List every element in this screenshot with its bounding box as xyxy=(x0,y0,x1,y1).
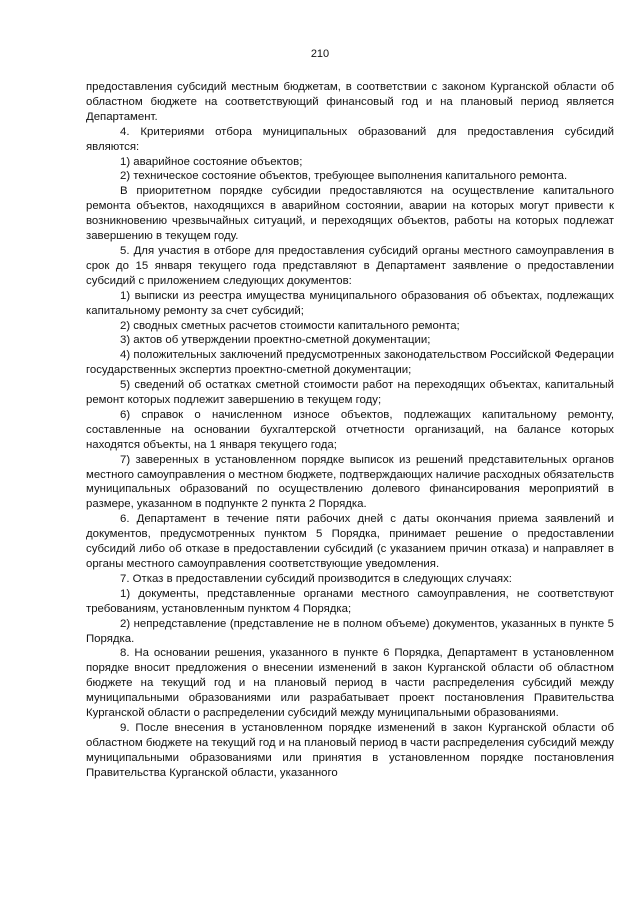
paragraph-6: 6. Департамент в течение пяти рабочих дней с даты окончания приема заявлений и документов, предусмотренных пунктом 5 Порядка, принимает решение о предоставлении субсидий либо об отказе в предоставлении субсидий (с указанием причин отказа) и направляет в органы местного самоуправления соответствующие уведомления. xyxy=(86,513,614,570)
paragraph-8: 8. На основании решения, указанного в пункте 6 Порядка, Департамент в установленном порядке вносит предложения о внесении изменений в закон Курганской области об областном бюджете на текущий год и на плановый период в части распределения субсидий между муниципальными образованиями или разрабатывает проект постановления Правительства Курганской области о распределении субсидий между муниципальными образованиями. xyxy=(86,647,614,720)
paragraph-7-item-1: 1) документы, представленные органами местного самоуправления, не соответствуют требованиям, установленным пунктом 4 Порядка; xyxy=(86,587,614,615)
paragraph-5-item-3: 3) актов об утверждении проектно-сметной документации; xyxy=(120,334,431,347)
paragraph-7-item-2: 2) непредставление (представление не в полном объеме) документов, указанных в пункте 5 Порядка. xyxy=(86,617,614,645)
paragraph-9: 9. После внесения в установленном порядке изменений в закон Курганской области об областном бюджете на текущий год и на плановый период в части распределения субсидий между муниципальными образованиями или принятия в установленном порядке постановления Правительства Курганской области, указанного xyxy=(86,721,614,779)
paragraph-4-item-2: 2) техническое состояние объектов, требующее выполнения капитального ремонта. xyxy=(120,170,568,183)
paragraph-5-item-2: 2) сводных сметных расчетов стоимости капитального ремонта; xyxy=(120,319,460,332)
paragraph-continuation: предоставления субсидий местным бюджетам, в соответствии с законом Курганской области об областном бюджете на соответствующий финансовый год и на плановый период является Департамент. xyxy=(86,81,614,123)
paragraph-5: 5. Для участия в отборе для предоставления субсидий органы местного самоуправления в срок до 15 января текущего года представляют в Департамент заявление о предоставлении субсидий с приложением следующих документов: xyxy=(86,244,614,287)
paragraph-5-item-6: 6) справок о начисленном износе объектов, подлежащих капитальному ремонту, составленные на основании бухгалтерской отчетности организаций, на балансе которых находятся объекты, на 1 января текущего года; xyxy=(86,408,614,451)
paragraph-5-item-1: 1) выписки из реестра имущества муниципального образования об объектах, подлежащих капитальному ремонту за счет субсидий; xyxy=(86,289,614,317)
page-number: 210 xyxy=(310,48,330,60)
paragraph-7: 7. Отказ в предоставлении субсидий производится в следующих случаях: xyxy=(120,572,512,585)
paragraph-5-item-7: 7) заверенных в установленном порядке выписок из решений представительных органов местного самоуправления о местном бюджете, подтверждающих наличие расходных обязательств муниципальных образований по осуществлению долевого финансирования мероприятий в размере, указанном в подпункте 2 пункта 2 Порядка. xyxy=(86,453,615,511)
paragraph-4: 4. Критериями отбора муниципальных образований для предоставления субсидий являются: xyxy=(86,125,614,153)
paragraph-5-item-5: 5) сведений об остатках сметной стоимости работ на переходящих объектах, капитальный ремонт которых подлежит завершению в текущем году; xyxy=(86,379,614,407)
paragraph-priority: В приоритетном порядке субсидии предоставляются на осуществление капитального ремонта объектов, находящихся в аварийном состоянии, аварии на которых могут привести к возникновению чрезвычайных ситуаций, и переходящих объектов, работы на которых подлежат завершению в текущем году. xyxy=(86,185,614,243)
document-body xyxy=(86,80,614,781)
paragraph-5-item-4: 4) положительных заключений предусмотренных законодательством Российской Федерации государственных экспертиз проектно-сметной документации; xyxy=(86,349,614,377)
paragraph-4-item-1: 1) аварийное состояние объектов; xyxy=(120,155,303,168)
